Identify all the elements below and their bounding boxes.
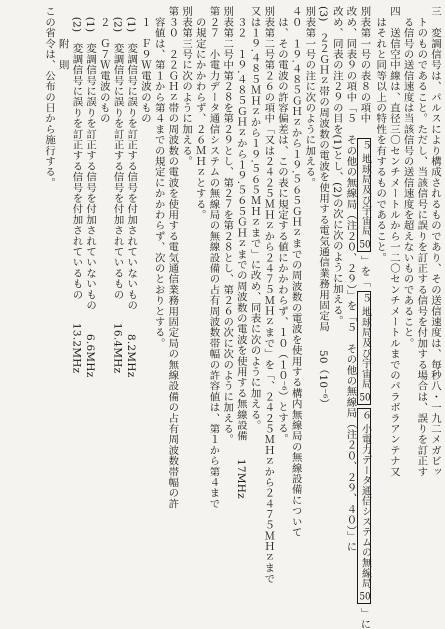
table-2-amendment-line-1: 別表第二号第２６の項中「又は２４２５ＭＨｚから２４７５ＭＨｚまで」を「、２４２５ＭＨｚから２４７５ＭＨｚまで	[262, 6, 275, 584]
g7w-heading: ２ Ｇ７Ｗ電波のもの	[97, 6, 110, 124]
item-32-value: 17MHz	[234, 458, 247, 499]
table-2-renumber: 別表第二号中第２８を第２９とし、第２７を第２８とし、第２６の次に次のように加える。	[221, 6, 234, 445]
g7w-item-2	[69, 6, 83, 473]
new-entry-value-2: 50	[359, 592, 371, 603]
item-27-line-1: 第２７ 小電力データ通信システムの無線局の無線設備の占有周波数帯幅の許容値は、第１から第４まで	[207, 6, 220, 509]
f9w-item-2-value: 16.4MHz	[111, 323, 124, 374]
table-2-item-32	[233, 6, 247, 499]
note-40-line-2: は、その電波の許容偏差は、この表に規定する値にかかわらず、１０（１０⁻⁶）とする。	[275, 6, 288, 445]
new-entry-value-1: 50	[359, 392, 371, 403]
added-item-3	[315, 6, 329, 473]
old-entry-value: 50	[359, 239, 371, 250]
new-entry-number-1: ５	[359, 293, 371, 304]
new-entry-number-2: ６	[359, 410, 371, 421]
old-entry-label: 地球局及び宇宙局	[359, 153, 371, 237]
g7w-item-1-text: (1) 変調信号に誤りを訂正する信号を付加されていないもの	[84, 6, 97, 311]
table-3-intro: 別表第三号に次のように加える。	[180, 6, 193, 167]
paragraph-4-line-1: 四 送信空中線は、直径三〇センチメートルから一二〇センチメートルまでのパラボラアンテナ又	[387, 6, 400, 477]
paragraph-4-line-2: はそれと同等以上の特性を有するものであること。	[374, 6, 387, 263]
f9w-item-1-value: 8.2MHz	[125, 334, 138, 378]
item-30-line-1: 第３０ ２２ＧＨｚ帯の周波数の電波を使用する電気通信業務用固定局の無線設備の占有周波数帯幅の許	[166, 6, 179, 509]
new-entry-box-2	[357, 408, 371, 604]
f9w-item-2	[110, 6, 124, 473]
g7w-item-1	[82, 6, 96, 473]
enforcement-clause: この省令は、公布の日から施行する。	[43, 6, 56, 188]
supplementary-provisions-heading: 附 則	[56, 6, 69, 71]
amendment-table-9-line-2: 改め、同表の注２９の目を(1)とし、(2)の次に次のように加える。	[330, 6, 343, 327]
amendment-tail: 」に	[358, 608, 371, 629]
paragraph-3-line-1: 三 変調信号は、パルスにより構成されるものであり、その送信速度は、毎秒八・一九二メガビッ	[429, 6, 441, 477]
added-item-3-value: 50（10⁻⁶）	[317, 349, 330, 409]
f9w-item-1	[124, 6, 138, 473]
table-1-note-intro: 別表第一号の注に次のように加える。	[303, 6, 316, 188]
f9w-item-2-text: (2) 変調信号に誤りを訂正する信号を付加されているもの	[111, 6, 124, 300]
amendment-connector: 」を「	[358, 255, 371, 288]
g7w-item-2-value: 13.2MHz	[70, 323, 83, 374]
paragraph-3-line-2: トのものであること。ただし、当該信号に誤りを訂正する信号を付加する場合は、誤りを訂正す	[415, 6, 428, 477]
new-entry-label-1: 地球局及び宇宙局	[359, 306, 371, 390]
new-entry-box	[357, 291, 371, 405]
added-item-3-text: (3) ２２ＧＨｚ帯の周波数の電波を使用する電気通信業務用固定局	[317, 6, 330, 332]
amendment-table-8-line	[356, 6, 372, 629]
f9w-item-1-text: (1) 変調信号に誤りを訂正する信号を付加されていないもの	[125, 6, 138, 311]
table-2-amendment-line-2: 又は１９.４８５ＭＨｚから１９.５６５ＭＨｚまで」に改め、同表に次のように加える。	[248, 6, 261, 431]
old-entry-number: ５	[359, 140, 371, 151]
new-entry-label-2: 小電力データ通信システムの無線局	[359, 424, 371, 589]
f9w-heading: １ Ｆ９Ｗ電波のもの	[138, 6, 151, 124]
amendment-table-8-intro: 別表第一号の表８の項中	[358, 6, 371, 135]
item-27-line-2: の規定にかかわらず、２６ＭＨｚとする。	[193, 6, 206, 220]
g7w-item-1-value: 6.6MHz	[84, 334, 97, 378]
old-entry-box	[357, 138, 371, 252]
item-30-line-2: 容値は、第１から第４までの規定にかかわらず、次のとおりとする。	[152, 6, 165, 349]
g7w-item-2-text: (2) 変調信号に誤りを訂正する信号を付加されているもの	[70, 6, 83, 300]
amendment-table-9-line-1: 改め、同表９の項中「５ その他の無線局（注２０、２９）」を「５ その他の無線局（注２０、２９、４０）」に	[344, 6, 357, 552]
item-32-text: ３２ １９.４８５ＧＨｚから１９.５６５ＧＨｚまでの周波数の電波を使用する無線設備	[234, 6, 247, 442]
vertical-text-body	[4, 6, 441, 629]
paragraph-3-line-3: る信号の送信速度は当該信号の送信速度を超えないものであること。	[401, 6, 414, 349]
note-40-line-1: ４０ １９.４８５ＧＨｚから１９.５６５ＧＨｚまでの周波数の電波を使用する構内無線局の無線設備について	[289, 6, 302, 538]
